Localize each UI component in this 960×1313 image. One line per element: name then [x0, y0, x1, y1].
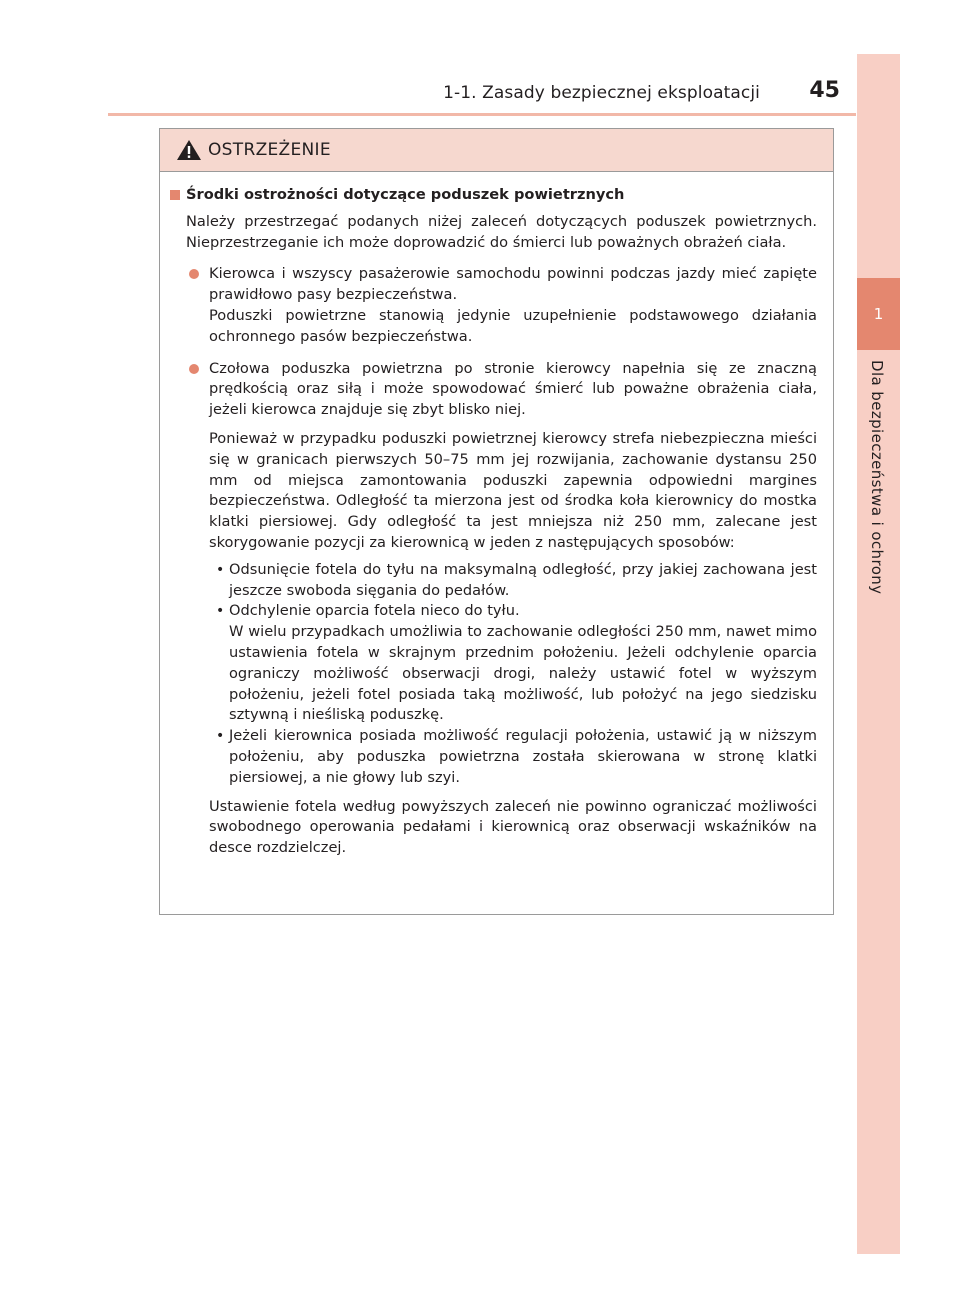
page-number: 45 [809, 78, 840, 103]
intro-paragraph: Należy przestrzegać podanych niżej zaleceń dotyczących poduszek powietrznych. Nieprzestrzeganie ich może doprowadzić do śmierci lub poważnych obrażeń ciała. [186, 212, 817, 251]
sub-list-item [209, 601, 817, 726]
sub-list-item [209, 560, 817, 602]
sub-list-text: Jeżeli kierownica posiada możliwość regulacji położenia, ustawić ją w niższym położeniu, aby poduszka powietrzna została skierowana w stronę klatki piersiowej, a nie głowy lub szyi. [229, 727, 817, 786]
warning-header [160, 129, 833, 172]
small-dot-icon: • [216, 561, 225, 578]
section-heading [170, 185, 817, 206]
side-tab-number: 1 [857, 278, 900, 350]
side-tab-label: Dla bezpieczeństwa i ochrony [868, 360, 886, 595]
header-rule [108, 113, 856, 116]
bullet-text: Poduszki powietrzne stanowią jedynie uzupełnienie podstawowego działania ochronnego pasów bezpieczeństwa. [209, 306, 817, 345]
sub-list-text: Odchylenie oparcia fotela nieco do tyłu. [229, 602, 520, 620]
side-tab [857, 54, 900, 1254]
small-dot-icon: • [216, 603, 225, 620]
section-heading-text: Środki ostrożności dotyczące poduszek powietrznych [186, 186, 625, 203]
bullet-paragraph: Ponieważ w przypadku poduszki powietrznej kierowcy strefa niebezpieczna mieści się w granicach pierwszych 50–75 mm jej rozwijania, zachowanie dystansu 250 mm od miejsca zamontowania poduszki zapewnia odpowiedni margines bezpieczeństwa. Odległość ta mierzona jest od środka koła kierownicy do mostka klatki piersiowej. Gdy odległość ta jest mniejsza niż 250 mm, zalecane jest skorygowanie pozycji za kierownicą w jeden z następujących sposobów: [209, 429, 817, 551]
bullet-text: Czołowa poduszka powietrzna po stronie kierowcy napełnia się ze znaczną prędkością oraz siłą i może spowodować śmierć lub poważne obrażenia ciała, jeżeli kierowca znajduje się zbyt blisko niej. [209, 359, 817, 419]
circle-bullet-icon [189, 364, 199, 374]
warning-box [159, 128, 834, 915]
bullet-item [209, 359, 817, 859]
warning-title: OSTRZEŻENIE [208, 140, 331, 160]
warning-content [160, 172, 833, 859]
bullet-item [209, 264, 817, 347]
small-dot-icon: • [216, 728, 225, 745]
warning-triangle-icon [176, 139, 202, 161]
sub-list-text: W wielu przypadkach umożliwia to zachowanie odległości 250 mm, nawet mimo ustawienia fotela w skrajnym przednim położeniu. Jeżeli odchylenie oparcia ograniczy możliwość obserwacji drogi, należy ustawić fotel w wyższym położeniu, jeżeli fotel posiada taką możliwość, lub położyć na jego siedzisku sztywną i nieśliską poduszkę. [229, 623, 817, 724]
sub-list-text: Odsunięcie fotela do tyłu na maksymalną odległość, przy jakiej zachowana jest jeszcze swoboda sięgania do pedałów. [229, 560, 817, 599]
circle-bullet-icon [189, 269, 199, 279]
bullet-text: Kierowca i wszyscy pasażerowie samochodu powinni podczas jazdy mieć zapięte prawidłowo pasy bezpieczeństwa. [209, 265, 817, 304]
sub-list-item [209, 726, 817, 788]
running-header: 1-1. Zasady bezpiecznej eksploatacji [443, 83, 760, 103]
sub-list [209, 560, 817, 789]
closing-paragraph: Ustawienie fotela według powyższych zaleceń nie powinno ograniczać możliwości swobodnego operowania pedałami i kierownicą oraz obserwacji wskaźników na desce rozdzielczej. [209, 797, 817, 857]
square-bullet-icon [170, 190, 180, 200]
